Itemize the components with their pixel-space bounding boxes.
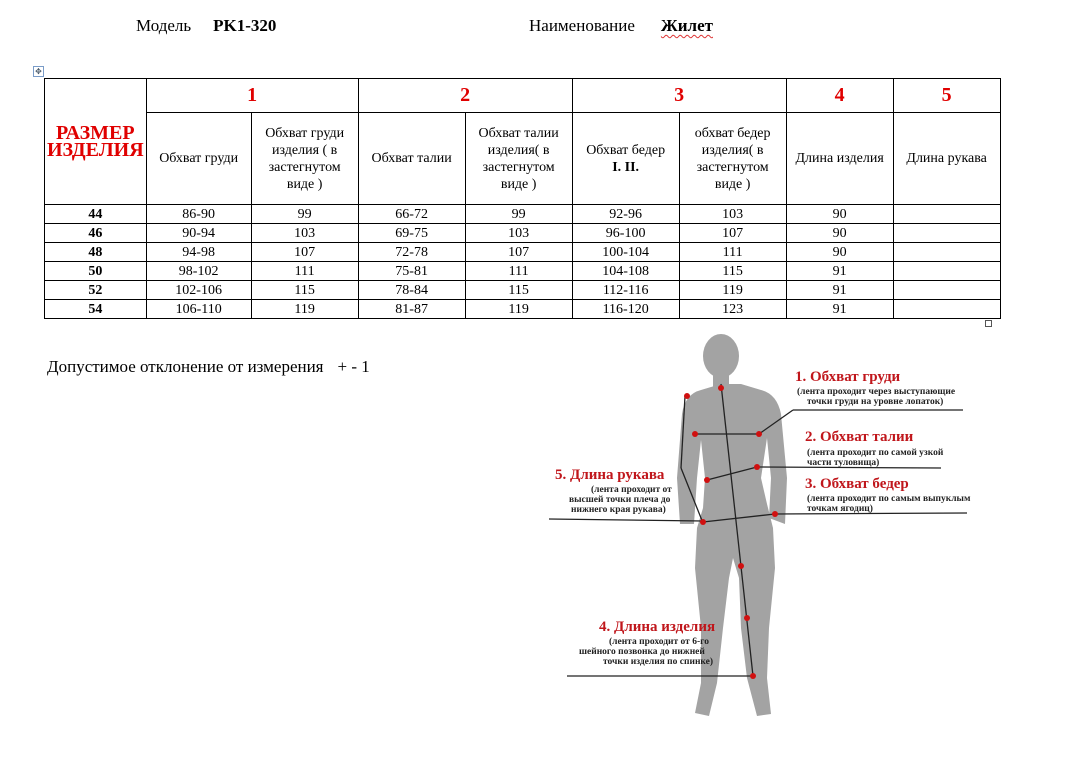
annotation-sleeve — [555, 467, 672, 515]
table-row — [45, 205, 1001, 224]
product-name-label: Наименование — [529, 16, 635, 35]
leg-point-2 — [744, 615, 750, 621]
size-cell: 44 — [45, 205, 147, 224]
table-cell: 72-78 — [358, 243, 465, 262]
table-cell: 103 — [679, 205, 786, 224]
table-cell: 81-87 — [358, 300, 465, 319]
annotation-waist-title: 2. Обхват талии — [805, 429, 914, 445]
size-header: РАЗМЕР ИЗДЕЛИЯ — [45, 79, 147, 205]
table-cell: 91 — [786, 281, 893, 300]
table-cell: 90 — [786, 205, 893, 224]
table-cell — [893, 262, 1000, 281]
product-name-field — [529, 16, 713, 36]
group-header-1: 1 — [146, 79, 358, 113]
table-cell: 98-102 — [146, 262, 251, 281]
size-cell: 46 — [45, 224, 147, 243]
tolerance-label: Допустимое отклонение от измерения — [47, 357, 324, 376]
table-cell: 115 — [465, 281, 572, 300]
annotation-length-note-1: (лента проходит от 6-го — [609, 637, 709, 647]
table-cell: 99 — [251, 205, 358, 224]
column-header-hips — [572, 113, 679, 205]
shoulder-point — [684, 393, 690, 399]
hips-roman-numerals: I. II. — [612, 159, 640, 175]
table-cell: 103 — [251, 224, 358, 243]
table-cell: 75-81 — [358, 262, 465, 281]
waist-point-left — [704, 477, 710, 483]
model-field — [136, 16, 276, 36]
table-cell: 111 — [465, 262, 572, 281]
table-resize-handle[interactable] — [985, 320, 992, 327]
annotation-sleeve-note-3: нижнего края рукава) — [571, 505, 666, 515]
waist-point-right — [754, 464, 760, 470]
table-cell: 104-108 — [572, 262, 679, 281]
annotation-chest-note-2: точки груди на уровне лопаток) — [807, 397, 944, 407]
table-cell: 102-106 — [146, 281, 251, 300]
chest-point-left — [692, 431, 698, 437]
column-header-length: Длина изделия — [786, 113, 893, 205]
table-move-handle-icon[interactable]: ✥ — [33, 66, 44, 77]
table-cell — [893, 281, 1000, 300]
table-cell: 123 — [679, 300, 786, 319]
table-cell: 111 — [679, 243, 786, 262]
table-cell: 91 — [786, 262, 893, 281]
annotation-length-note-3: точки изделия по спинке) — [603, 657, 714, 667]
group-header-2: 2 — [358, 79, 572, 113]
size-cell: 50 — [45, 262, 147, 281]
annotation-sleeve-note-2: высшей точки плеча до — [569, 495, 671, 505]
table-cell: 78-84 — [358, 281, 465, 300]
table-cell: 99 — [465, 205, 572, 224]
annotation-hips-note-2: точкам ягодиц) — [807, 504, 873, 514]
group-header-5: 5 — [893, 79, 1000, 113]
table-cell — [893, 243, 1000, 262]
column-header-sleeve: Длина рукава — [893, 113, 1000, 205]
table-cell: 116-120 — [572, 300, 679, 319]
table-cell: 94-98 — [146, 243, 251, 262]
table-cell: 119 — [679, 281, 786, 300]
chest-point-right — [756, 431, 762, 437]
annotation-chest-title: 1. Обхват груди — [795, 369, 901, 385]
group-header-4: 4 — [786, 79, 893, 113]
annotation-length — [579, 619, 715, 667]
hips-point-right — [772, 511, 778, 517]
annotation-waist — [805, 429, 944, 468]
table-cell: 112-116 — [572, 281, 679, 300]
tolerance-note — [47, 357, 370, 377]
size-cell: 54 — [45, 300, 147, 319]
group-header-3: 3 — [572, 79, 786, 113]
table-cell: 91 — [786, 300, 893, 319]
annotation-sleeve-title: 5. Длина рукава — [555, 467, 665, 483]
hips-point-left — [700, 519, 706, 525]
table-cell: 66-72 — [358, 205, 465, 224]
table-cell: 90-94 — [146, 224, 251, 243]
table-cell: 86-90 — [146, 205, 251, 224]
annotation-hips-title: 3. Обхват бедер — [805, 476, 909, 492]
product-name-value: Жилет — [660, 16, 713, 35]
table-cell: 92-96 — [572, 205, 679, 224]
table-cell: 90 — [786, 243, 893, 262]
table-cell: 107 — [465, 243, 572, 262]
table-cell: 111 — [251, 262, 358, 281]
table-cell: 107 — [251, 243, 358, 262]
column-header-hips-text: Обхват бедер I. II. — [586, 142, 666, 175]
annotation-length-title: 4. Длина изделия — [599, 619, 716, 635]
table-cell: 119 — [465, 300, 572, 319]
annotation-hips — [805, 476, 971, 514]
table-cell: 90 — [786, 224, 893, 243]
table-cell: 107 — [679, 224, 786, 243]
model-label: Модель — [136, 16, 192, 35]
neck-point — [718, 385, 724, 391]
table-row — [45, 243, 1001, 262]
column-header-chest: Обхват груди — [146, 113, 251, 205]
table-cell: 115 — [679, 262, 786, 281]
annotation-length-note-2: шейного позвонка до нижней — [579, 647, 705, 657]
tolerance-value: + - 1 — [337, 357, 370, 376]
table-cell: 103 — [465, 224, 572, 243]
leg-point-1 — [738, 563, 744, 569]
size-cell: 52 — [45, 281, 147, 300]
table-cell: 69-75 — [358, 224, 465, 243]
measurement-figure — [545, 328, 985, 728]
table-cell — [893, 300, 1000, 319]
table-row — [45, 262, 1001, 281]
annotation-waist-note-2: части туловища) — [807, 458, 880, 468]
table-row — [45, 300, 1001, 319]
table-cell: 119 — [251, 300, 358, 319]
size-cell: 48 — [45, 243, 147, 262]
annotation-sleeve-note-1: (лента проходит от — [591, 485, 672, 495]
table-row — [45, 281, 1001, 300]
column-header-waist-garment: Обхват талии изделия( в застегнутом виде ) — [465, 113, 572, 205]
annotation-chest-note-1: (лента проходит через выступающие — [797, 387, 956, 397]
table-cell: 115 — [251, 281, 358, 300]
length-end-point — [750, 673, 756, 679]
table-cell: 96-100 — [572, 224, 679, 243]
table-cell — [893, 224, 1000, 243]
annotation-chest — [795, 369, 955, 407]
table-cell — [893, 205, 1000, 224]
table-cell: 100-104 — [572, 243, 679, 262]
column-header-hips-garment: обхват бедер изделия( в застегнутом виде ) — [679, 113, 786, 205]
column-header-chest-garment: Обхват груди изделия ( в застегнутом виде ) — [251, 113, 358, 205]
table-cell: 106-110 — [146, 300, 251, 319]
annotation-hips-note-1: (лента проходит по самым выпуклым — [807, 494, 971, 504]
annotation-waist-note-1: (лента проходит по самой узкой — [807, 448, 944, 458]
size-chart-table — [44, 78, 1001, 319]
column-header-waist: Обхват талии — [358, 113, 465, 205]
table-row — [45, 224, 1001, 243]
model-value: PK1-320 — [213, 16, 277, 35]
